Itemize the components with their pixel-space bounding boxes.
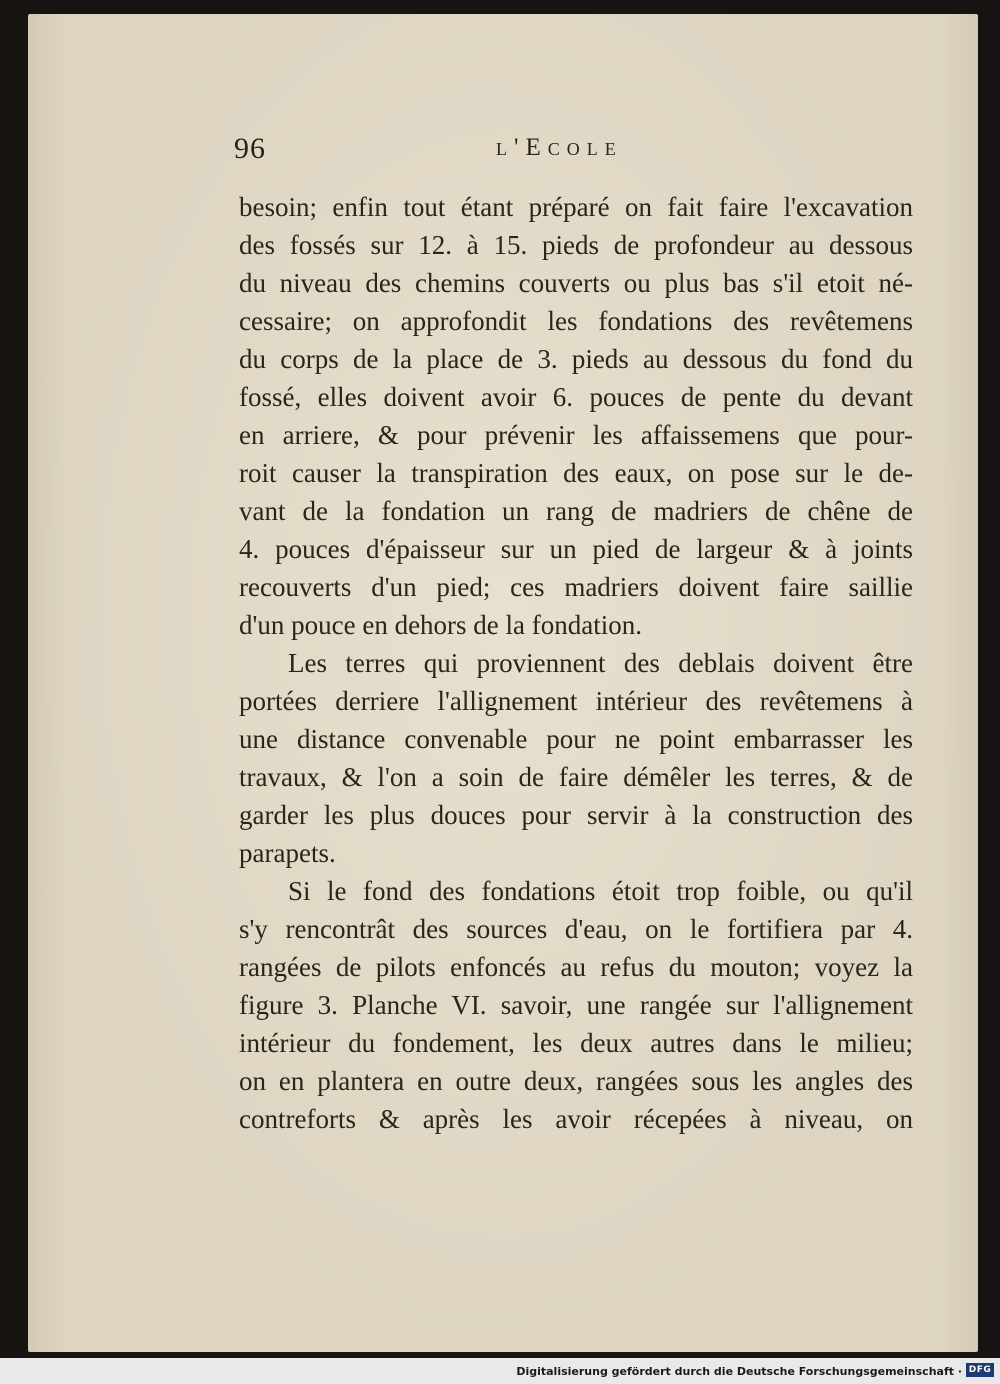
text-line: garder les plus douces pour servir à la construction des — [239, 800, 913, 830]
text-line: s'y rencontrât des sources d'eau, on le fortifiera par 4. — [239, 914, 913, 944]
text-line: recouverts d'un pied; ces madriers doivent faire saillie — [239, 572, 913, 602]
text-line: portées derriere l'allignement intérieur des revêtemens à — [239, 686, 913, 716]
running-head — [234, 132, 724, 172]
text-line: d'un pouce en dehors de la fondation. — [239, 610, 642, 640]
running-title: l'Ecole — [496, 134, 623, 161]
text-line: besoin; enfin tout étant préparé on fait faire l'excavation — [239, 192, 913, 222]
text-line: en arriere, & pour prévenir les affaissemens que pour- — [239, 420, 913, 450]
text-line: des fossés sur 12. à 15. pieds de profondeur au dessous — [239, 230, 913, 260]
text-line: cessaire; on approfondit les fondations des revêtemens — [239, 306, 913, 336]
text-line: une distance convenable pour ne point embarrasser les — [239, 724, 913, 754]
dfg-logo-icon: DFG — [966, 1363, 994, 1377]
text-line: Les terres qui proviennent des deblais doivent être — [288, 648, 913, 678]
text-line: du niveau des chemins couverts ou plus bas s'il etoit né- — [239, 268, 913, 298]
text-line: roit causer la transpiration des eaux, on pose sur le de- — [239, 458, 913, 488]
text-line: fossé, elles doivent avoir 6. pouces de pente du devant — [239, 382, 913, 412]
paragraph-1 — [239, 188, 913, 644]
text-line: 4. pouces d'épaisseur sur un pied de largeur & à joints — [239, 534, 913, 564]
page-number: 96 — [234, 132, 266, 165]
footer-bar — [0, 1358, 1000, 1384]
text-line: rangées de pilots enfoncés au refus du mouton; voyez la — [239, 952, 913, 982]
text-line: du corps de la place de 3. pieds au dessous du fond du — [239, 344, 913, 374]
text-line: intérieur du fondement, les deux autres dans le milieu; — [239, 1028, 913, 1058]
paragraph-2 — [239, 644, 913, 872]
text-line: figure 3. Planche VI. savoir, une rangée sur l'allignement — [239, 990, 913, 1020]
paragraph-3 — [239, 872, 913, 1138]
funding-credit: Digitalisierung gefördert durch die Deutsche Forschungsgemeinschaft · — [516, 1365, 962, 1378]
text-line: on en plantera en outre deux, rangées sous les angles des — [239, 1066, 913, 1096]
text-line: contreforts & après les avoir récepées à niveau, on — [239, 1104, 913, 1134]
text-line: travaux, & l'on a soin de faire démêler les terres, & de — [239, 762, 913, 792]
text-line: parapets. — [239, 838, 336, 868]
text-line: vant de la fondation un rang de madriers de chêne de — [239, 496, 913, 526]
body-text — [239, 188, 913, 1138]
text-line: Si le fond des fondations étoit trop foible, ou qu'il — [288, 876, 913, 906]
